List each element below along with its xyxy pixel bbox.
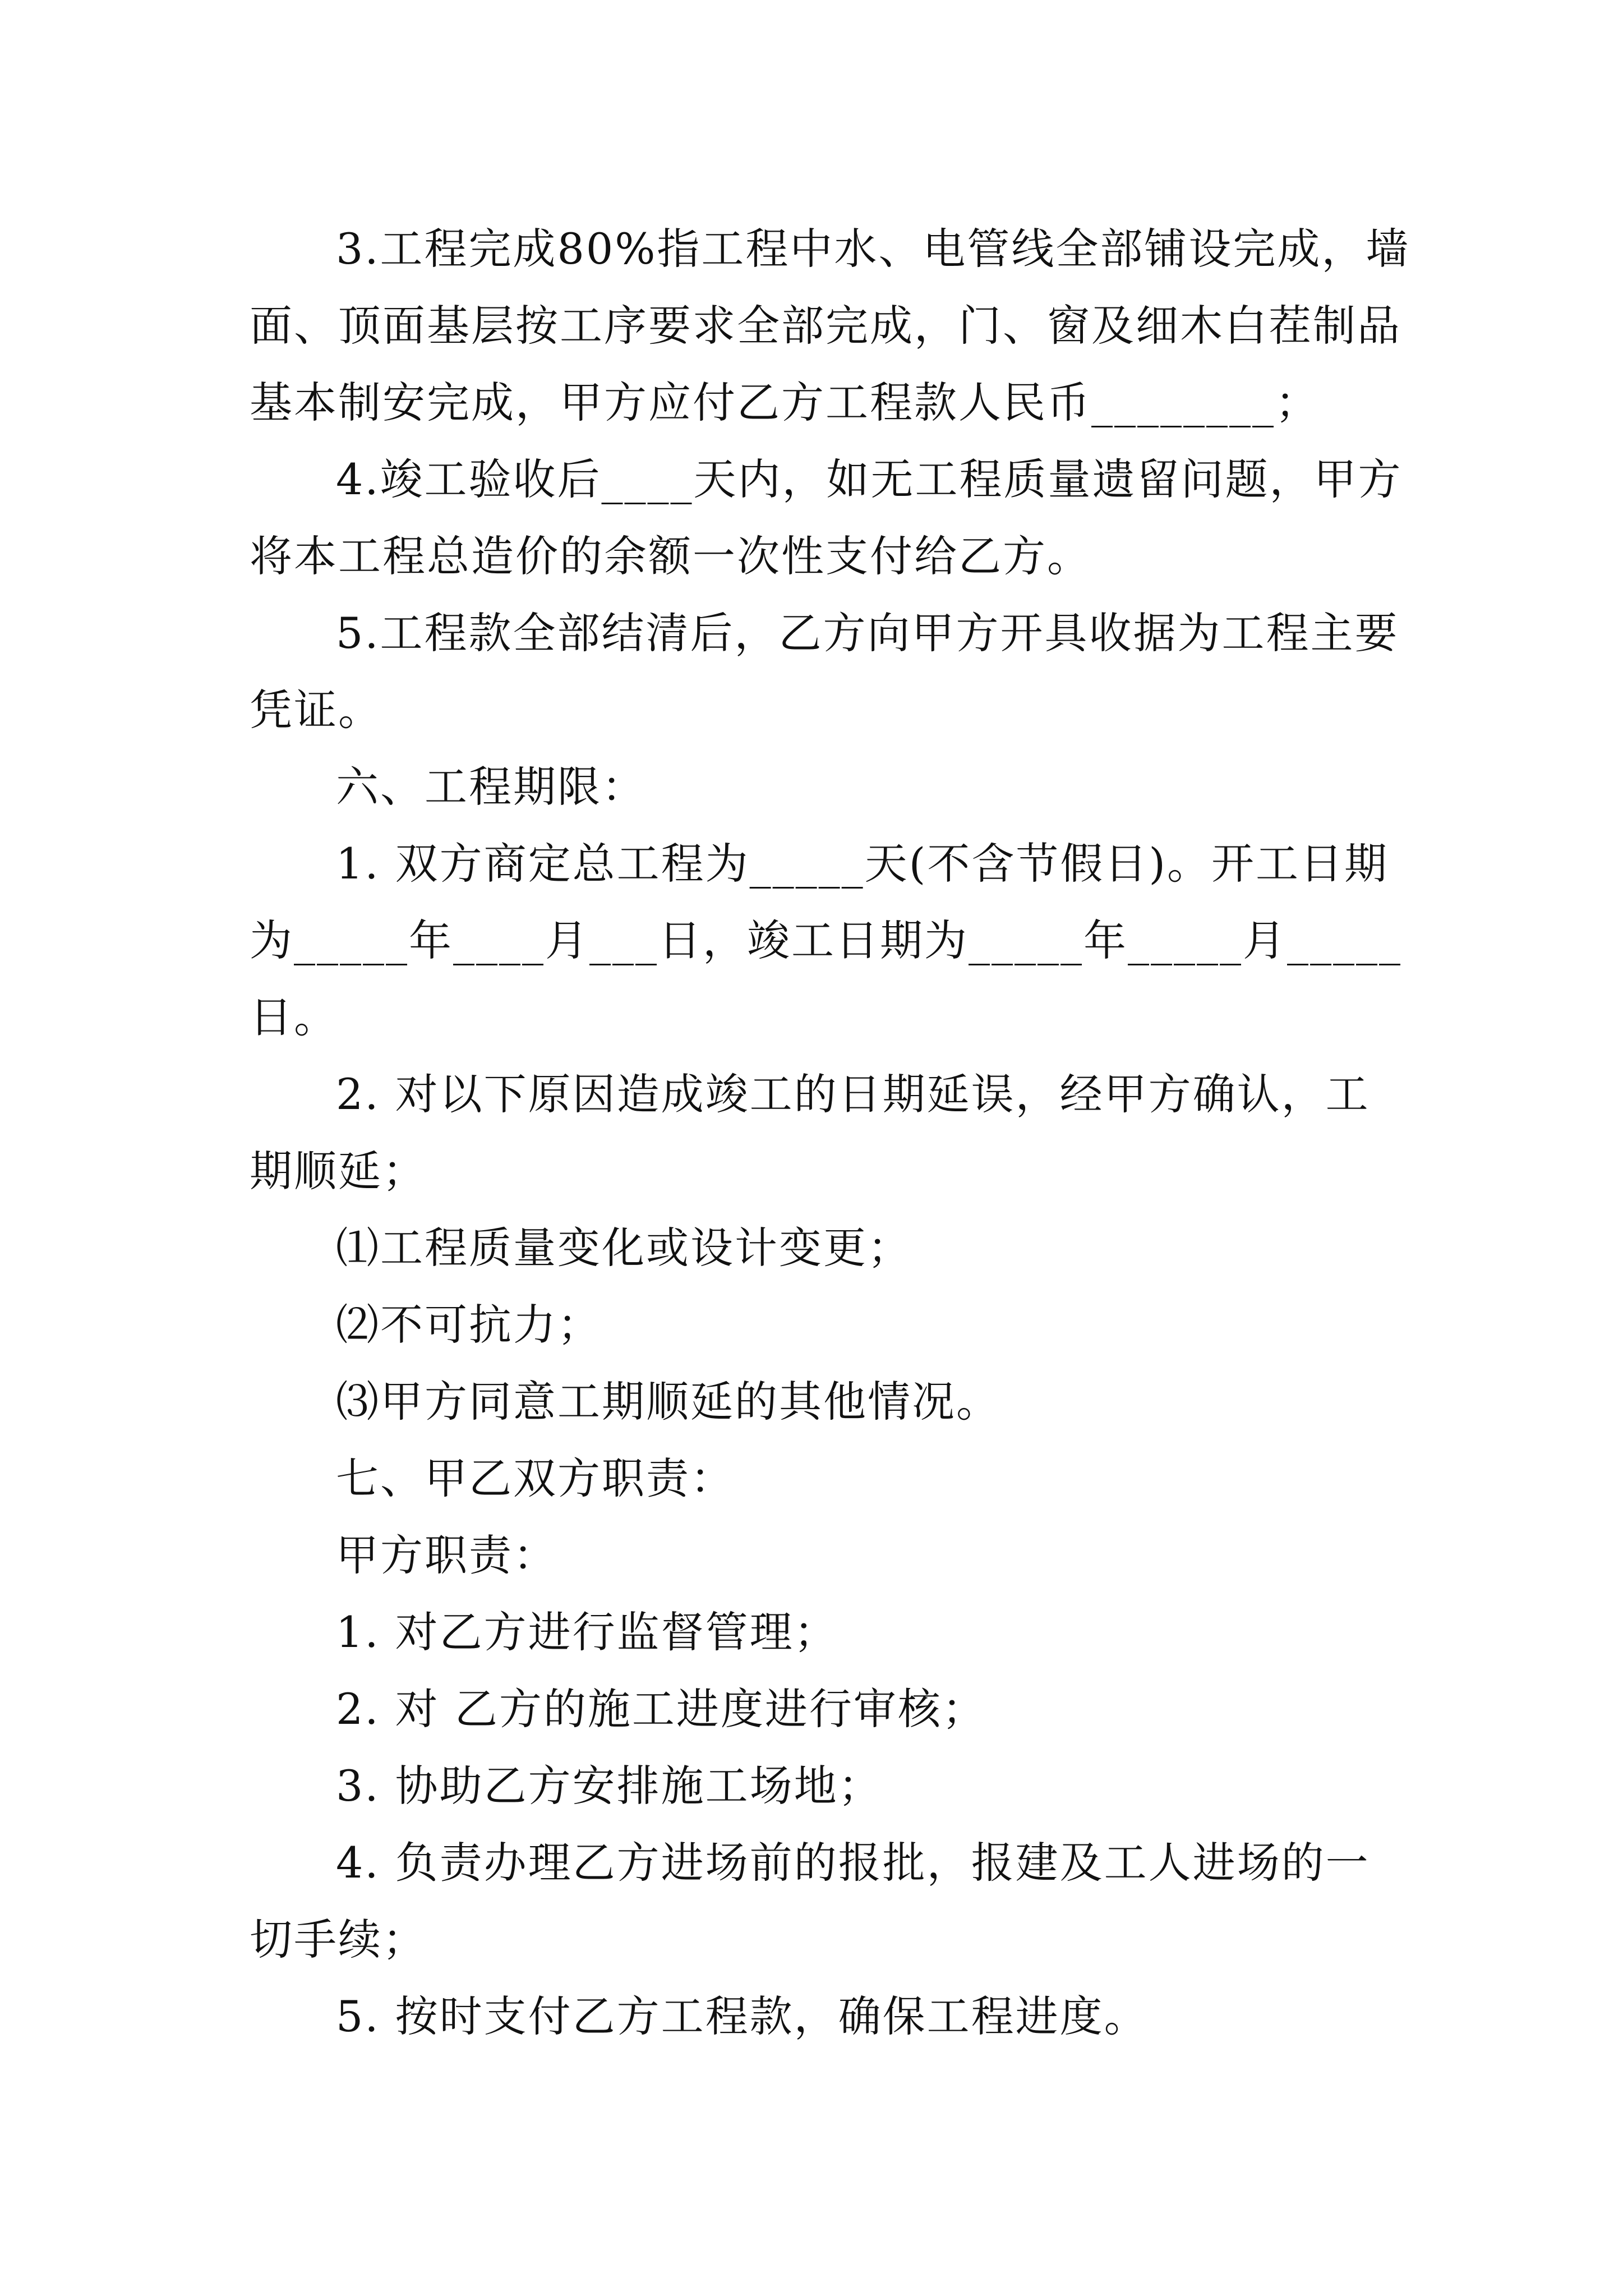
delay-reason-3: ⑶甲方同意工期顺延的其他情况。 (336, 1377, 1000, 1427)
payment-clause-5-line-1: 5.工程款全部结清后，乙方向甲方开具收据为工程主要 (336, 608, 1399, 658)
document-body (250, 210, 1410, 2055)
payment-clause-4-line-2: 将本工程总造价的余额一次性支付给乙方。 (250, 531, 1091, 581)
duration-clause-1-line-3: 日。 (250, 992, 338, 1042)
payment-clause-3-line-1: 3.工程完成80%指工程中水、电管线全部铺设完成，墙 (336, 224, 1410, 274)
duration-clause-1-line-2: 为_____年____月___日，竣工日期为_____年_____月_____ (250, 915, 1402, 965)
delay-reason-1: ⑴工程质量变化或设计变更； (336, 1223, 912, 1273)
duration-clause-2-line-2: 期顺延； (250, 1146, 427, 1196)
subheading-party-a-responsibilities: 甲方职责： (336, 1530, 557, 1580)
party-a-duty-5: 5. 按时支付乙方工程款，确保工程进度。 (336, 1991, 1149, 2041)
section-heading-duration: 六、工程期限： (336, 762, 646, 812)
section-heading-responsibilities: 七、甲乙双方职责： (336, 1453, 735, 1503)
payment-clause-3-line-3: 基本制安完成，甲方应付乙方工程款人民币________； (250, 378, 1320, 427)
payment-clause-5-line-2: 凭证。 (250, 685, 382, 735)
party-a-duty-3: 3. 协助乙方安排施工场地； (336, 1761, 883, 1811)
party-a-duty-4-line-1: 4. 负责办理乙方进场前的报批，报建及工人进场的一 (336, 1838, 1370, 1888)
payment-clause-3-line-2: 面、顶面基层按工序要求全部完成，门、窗及细木白茬制品 (250, 301, 1401, 351)
duration-clause-1-line-1: 1. 双方商定总工程为_____天(不含节假日)。开工日期 (336, 839, 1389, 889)
payment-clause-4-line-1: 4.竣工验收后____天内，如无工程质量遗留问题，甲方 (336, 454, 1403, 504)
party-a-duty-4-line-2: 切手续； (250, 1915, 427, 1964)
party-a-duty-2: 2. 对 乙方的施工进度进行审核； (336, 1684, 986, 1734)
delay-reason-2: ⑵不可抗力； (336, 1300, 602, 1350)
duration-clause-2-line-1: 2. 对以下原因造成竣工的日期延误，经甲方确认，工 (336, 1069, 1370, 1119)
party-a-duty-1: 1. 对乙方进行监督管理； (336, 1607, 838, 1657)
